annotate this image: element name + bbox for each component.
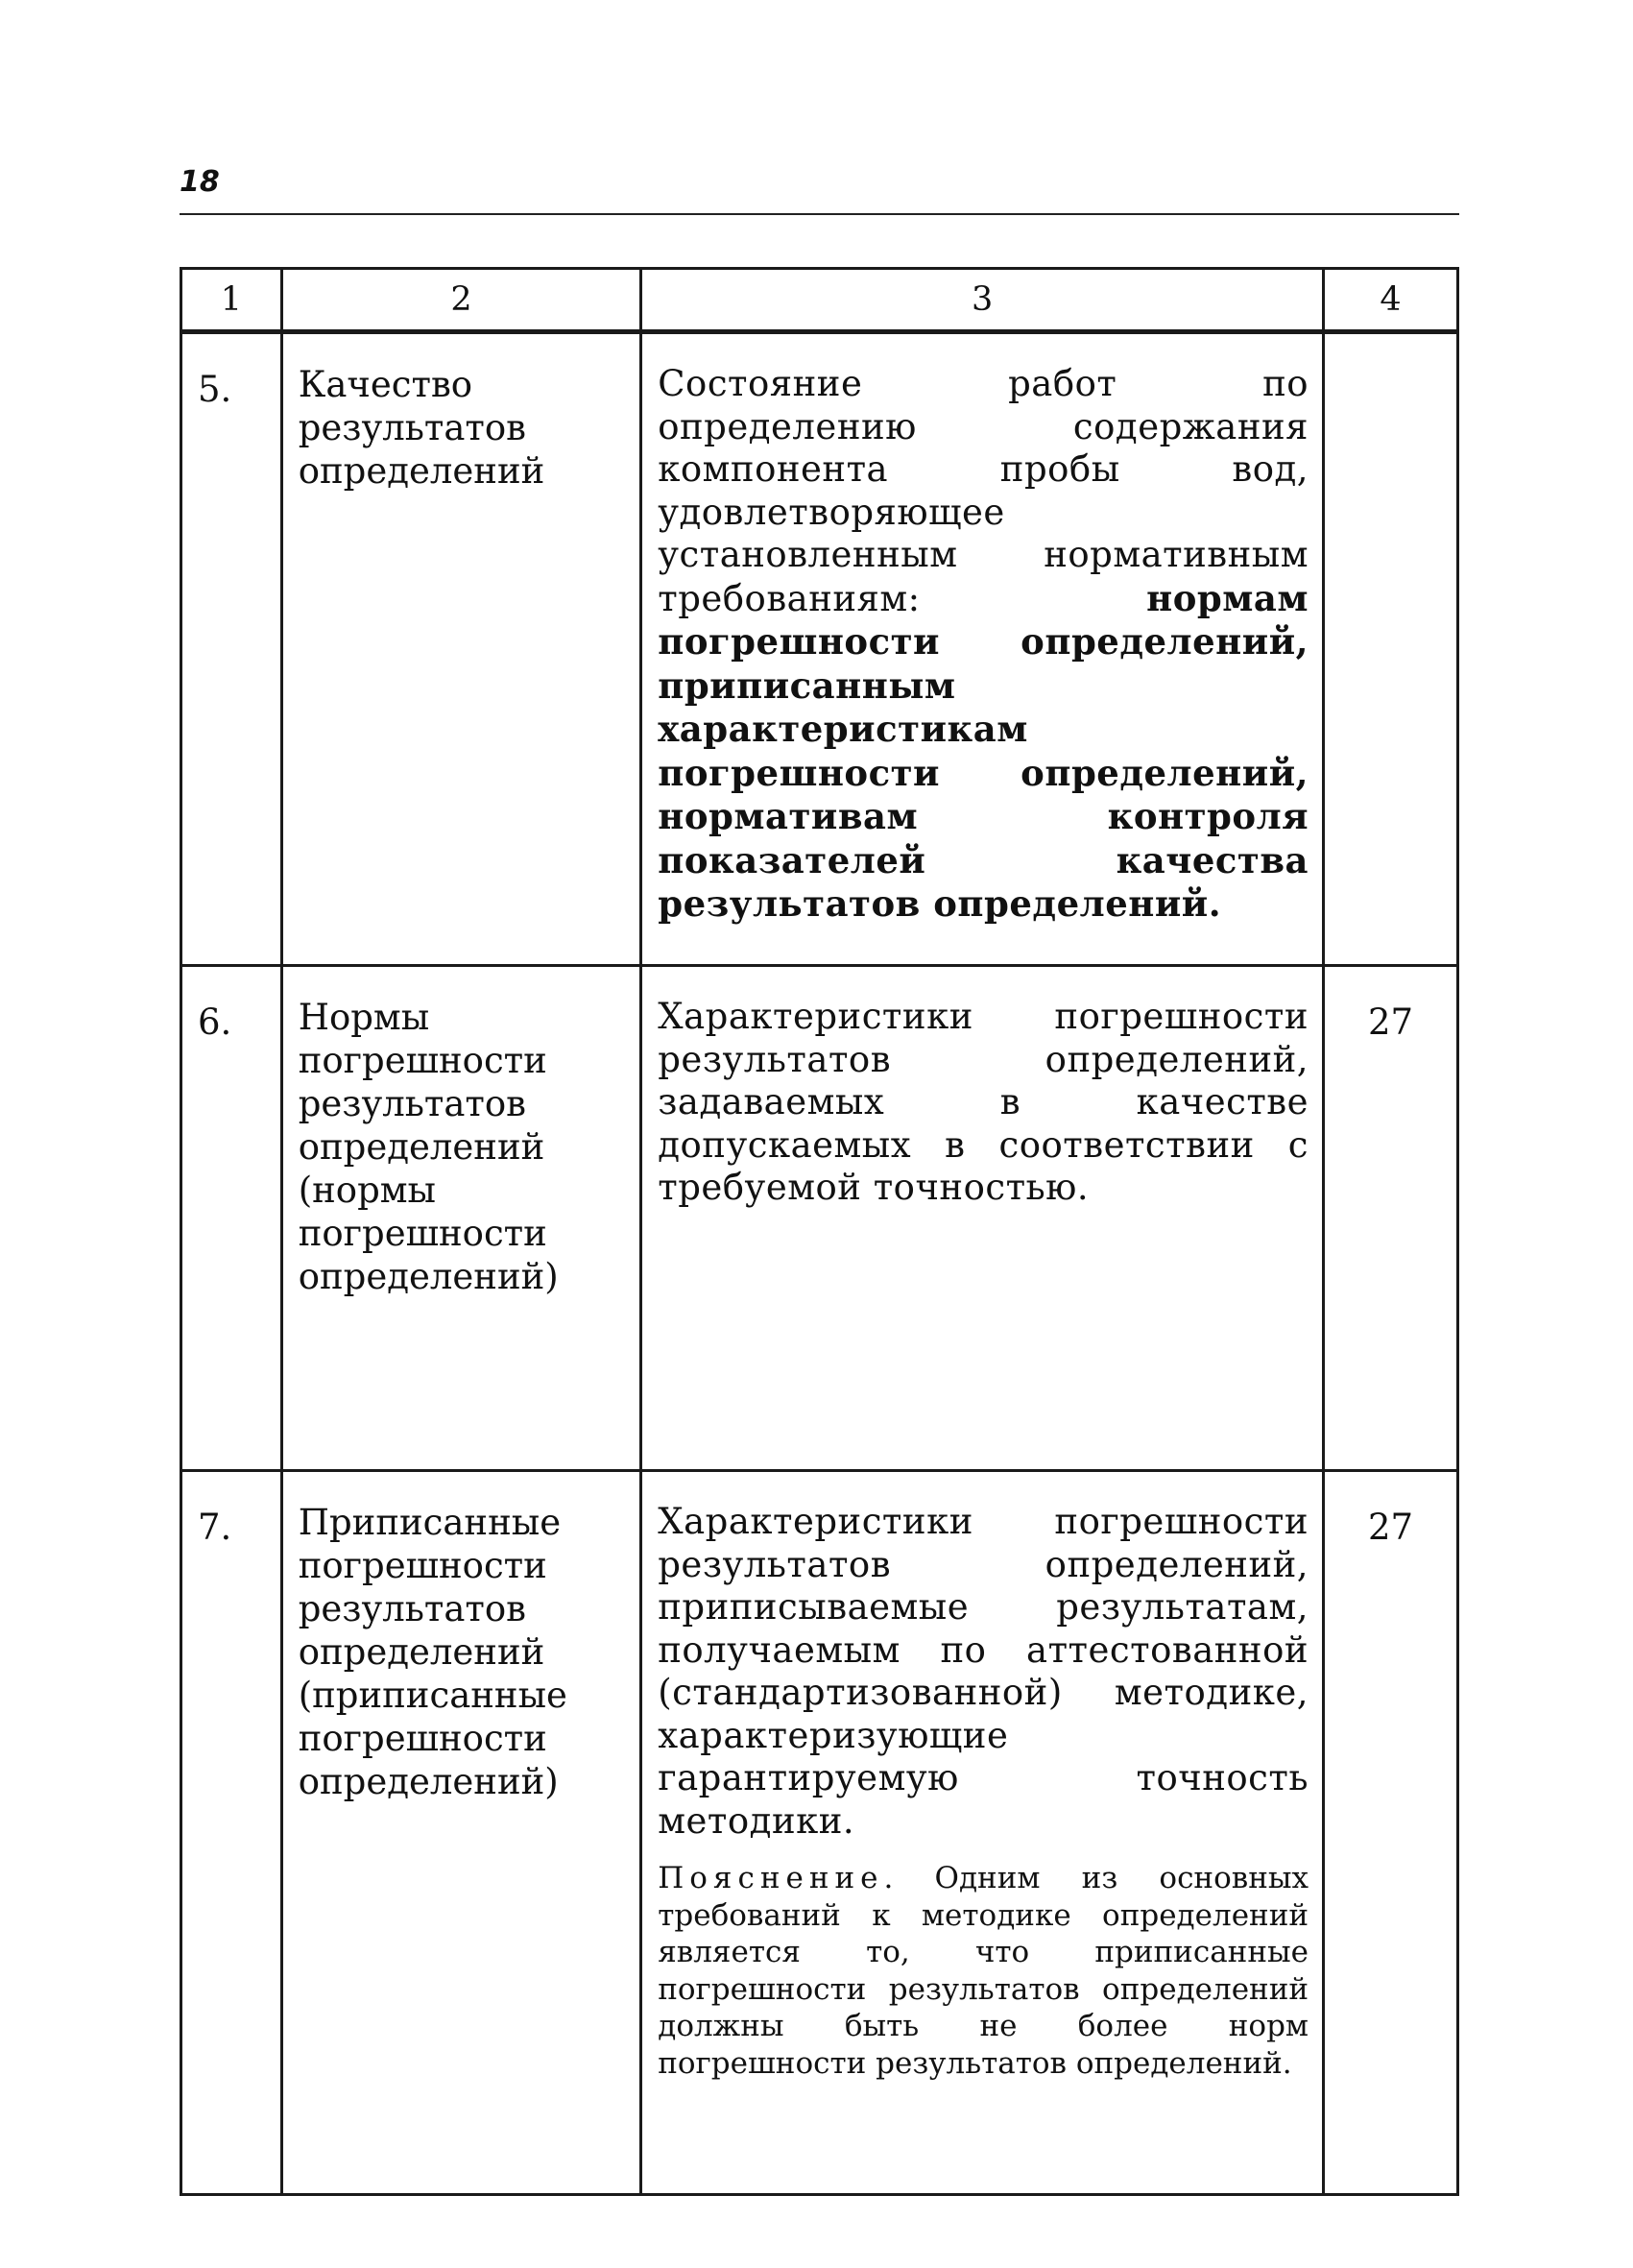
row-number: 7. <box>181 1471 282 2195</box>
column-header-3: 3 <box>641 269 1324 332</box>
header-row <box>181 269 1458 332</box>
term-name: Качество результатов определений <box>281 332 641 966</box>
column-header-2: 2 <box>281 269 641 332</box>
definition-text: Состояние работ по определению содержания компонента пробы вод, удовлетворяющее установленным нормативным требованиям: <box>658 363 1309 619</box>
column-header-1: 1 <box>181 269 282 332</box>
note-label: Пояснение <box>658 1861 884 1895</box>
explanatory-note <box>658 1860 1309 2082</box>
reference-number: 27 <box>1324 966 1458 1471</box>
term-name: Приписанные погрешности результатов определений (приписанные погрешности определений) <box>281 1471 641 2195</box>
table-row <box>181 1471 1458 2195</box>
note-text: . Одним из основных требований к методике определений является то, что приписанные погрешности результатов определений должны быть не более норм погрешности результатов определений. <box>658 1861 1309 2081</box>
term-definition <box>641 966 1324 1471</box>
table-row <box>181 332 1458 966</box>
term-definition <box>641 1471 1324 2195</box>
table-row <box>181 966 1458 1471</box>
reference-number: 27 <box>1324 1471 1458 2195</box>
term-name: Нормы погрешности результатов определений (нормы погрешности определений) <box>281 966 641 1471</box>
term-definition <box>641 332 1324 966</box>
definition-bold-text: нормам погрешности определений, приписанным характеристикам погрешности определений, нормативам контроля показателей качества результатов определений. <box>658 576 1309 925</box>
reference-number <box>1324 332 1458 966</box>
terms-table <box>180 267 1459 2196</box>
definition-text: Характеристики погрешности результатов определений, приписываемые результатам, получаемым по аттестованной (стандартизованной) методике, характеризующие гарантируемую точность методики. <box>658 1501 1309 1842</box>
page-number: 18 <box>180 165 220 199</box>
row-number: 5. <box>181 332 282 966</box>
row-number: 6. <box>181 966 282 1471</box>
header-rule <box>180 213 1459 215</box>
definition-text: Характеристики погрешности результатов определений, задаваемых в качестве допускаемых в соответствии с требуемой точностью. <box>658 996 1309 1208</box>
column-header-4: 4 <box>1324 269 1458 332</box>
